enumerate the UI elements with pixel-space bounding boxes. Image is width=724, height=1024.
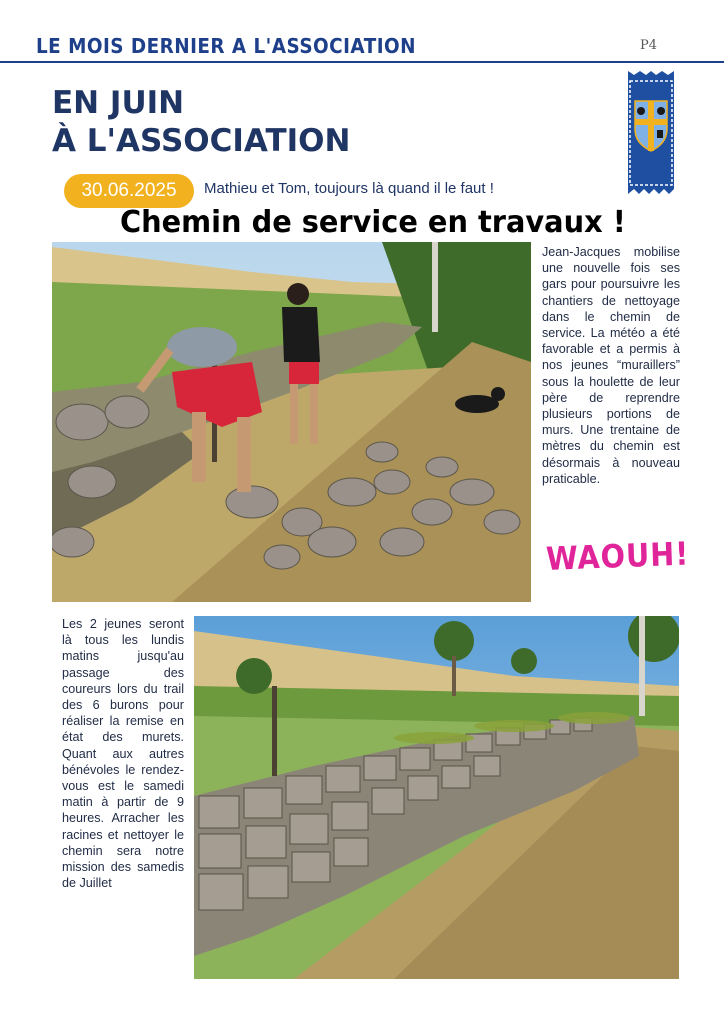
- page-title-line-2: À L'ASSOCIATION: [52, 123, 351, 159]
- photo-wall-workers: [52, 242, 531, 602]
- page-title-line-1: EN JUIN: [52, 85, 185, 121]
- date-badge: 30.06.2025: [64, 174, 194, 208]
- waouh-exclamation: WAOUH!: [545, 534, 690, 578]
- header-rule: [0, 61, 724, 63]
- article-paragraph-1: Jean-Jacques mobilise une nouvelle fois ses gars pour poursuivre les chantiers de nettoyage dans le chemin de service. La météo a été favorable et a permis à nos jeunes “muraillers” sous la houlette de leur père de reprendre plusieurs portions de murs. Une trentaine de mètres du chemin est désormais à nouveau praticable.: [542, 245, 680, 486]
- article-subtitle: Mathieu et Tom, toujours là quand il le faut !: [204, 180, 494, 197]
- article-headline: Chemin de service en travaux !: [120, 205, 626, 240]
- article-paragraph-2: Les 2 jeunes seront là tous les lundis matins jusqu'au passage des coureurs lors du trail des 6 burons pour réaliser la remise en état des murets. Quant aux autres bénévoles le rendez-vous est le samedi matin à partir de 9 heures. Arracher les racines et nettoyer le chemin sera notre mission des samedis de Juillet: [62, 617, 184, 891]
- section-header-title: LE MOIS DERNIER A L'ASSOCIATION: [36, 34, 416, 58]
- association-emblem-banner: [628, 63, 674, 199]
- page-title: [52, 84, 350, 160]
- photo-restored-wall: [194, 616, 679, 979]
- page-number: P4: [640, 38, 658, 53]
